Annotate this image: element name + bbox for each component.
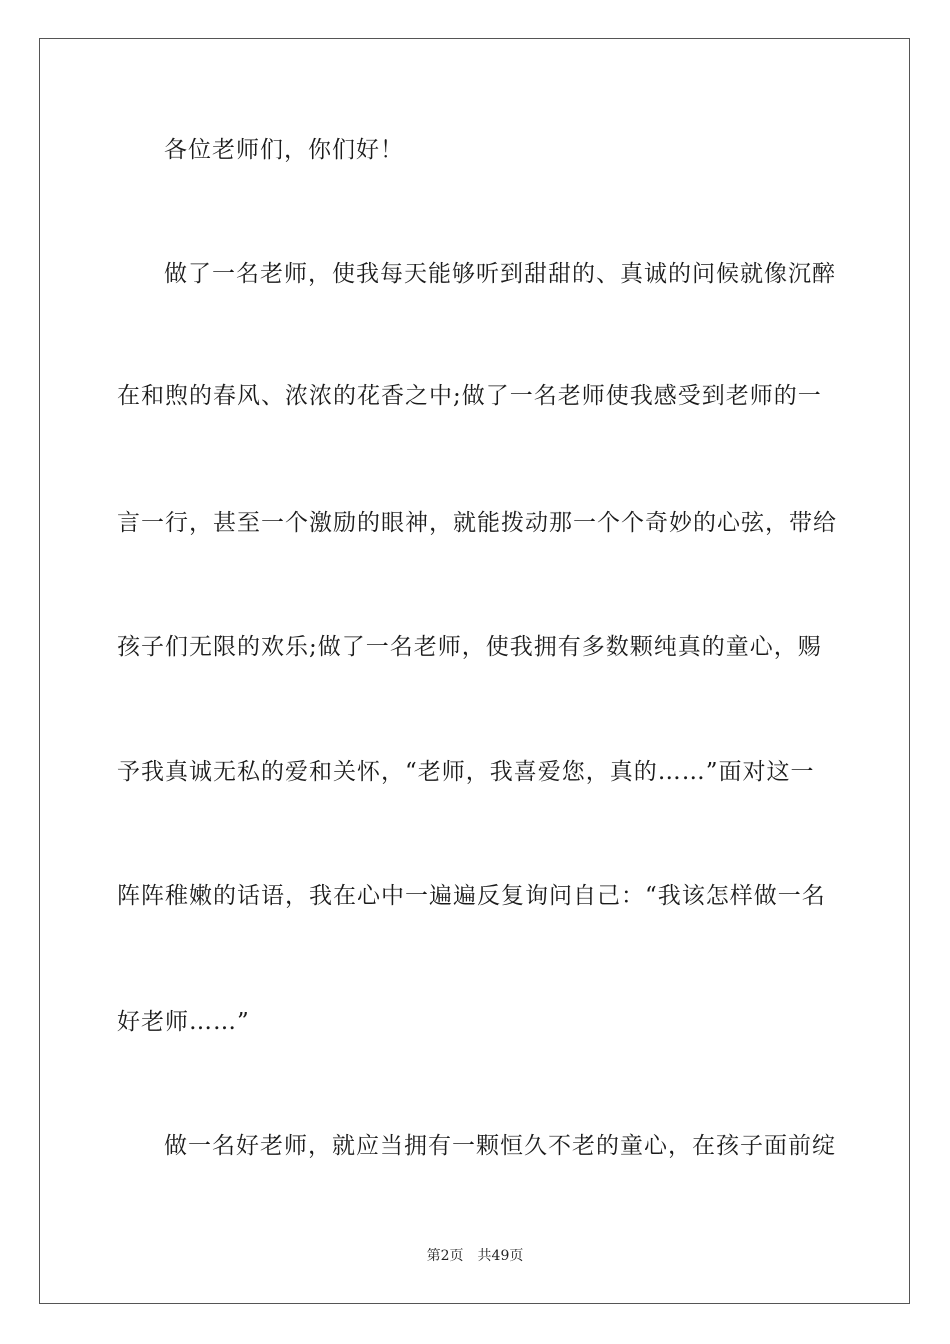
paragraph-line: 做了一名老师，使我每天能够听到甜甜的、真诚的问候就像沉醉 <box>164 261 836 287</box>
paragraph-line: 予我真诚无私的爱和关怀，“老师，我喜爱您，真的……”面对这一 <box>117 759 815 785</box>
paragraph-line: 言一行，甚至一个激励的眼神，就能拨动那一个个奇妙的心弦，带给 <box>117 510 837 536</box>
paragraph-line: 阵阵稚嫩的话语，我在心中一遍遍反复询问自己：“我该怎样做一名 <box>117 883 826 909</box>
paragraph-line: 在和煦的春风、浓浓的花香之中;做了一名老师使我感受到老师的一 <box>117 383 822 409</box>
page-number: 第2页 <box>426 1248 464 1264</box>
total-pages: 共49页 <box>477 1248 524 1264</box>
paragraph-line: 做一名好老师，就应当拥有一颗恒久不老的童心，在孩子面前绽 <box>164 1133 836 1159</box>
page-footer <box>0 1246 950 1266</box>
page-frame <box>39 38 910 1304</box>
paragraph-line: 各位老师们，你们好！ <box>164 137 404 163</box>
paragraph-line: 孩子们无限的欢乐;做了一名老师，使我拥有多数颗纯真的童心，赐 <box>117 634 822 660</box>
paragraph-line: 好老师……” <box>117 1009 250 1035</box>
